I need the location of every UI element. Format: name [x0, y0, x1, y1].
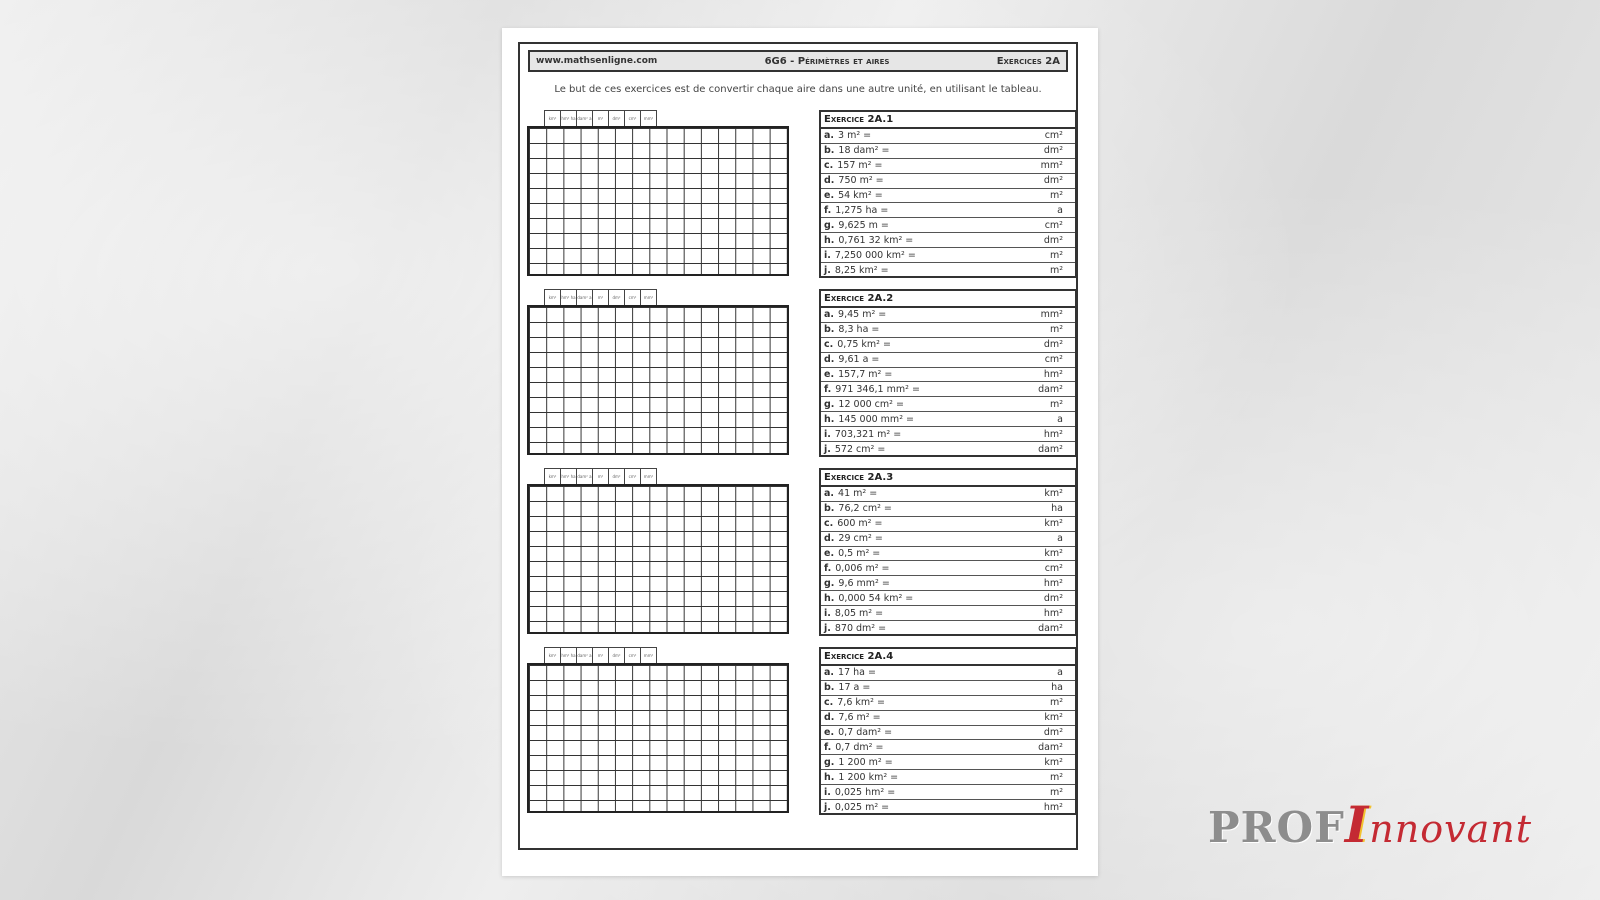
exercise-item-letter: e. — [824, 190, 835, 201]
exercise-item-letter: f. — [824, 741, 832, 753]
exercise-item — [821, 621, 1075, 636]
exercise-item-question — [824, 190, 883, 201]
exercise-item-expression: 8,3 ha = — [838, 324, 880, 336]
unit-header: dm² — [608, 110, 625, 126]
exercise-item-letter: h. — [824, 592, 835, 604]
exercise-item-letter: f. — [824, 204, 832, 216]
exercise-item-unit: dm² — [1043, 592, 1063, 604]
exercise-item-letter: i. — [824, 786, 831, 798]
worksheet-header — [528, 50, 1068, 72]
exercise-item-unit: km² — [1044, 488, 1063, 500]
exercise-item-unit: a — [1057, 204, 1063, 216]
conversion-table — [527, 110, 789, 276]
exercise-item-unit: a — [1057, 533, 1063, 545]
exercise-item-unit: dam² — [1038, 622, 1063, 634]
exercise-title: Exercice 2A.2 — [821, 291, 1075, 308]
exercise-item-letter: d. — [824, 533, 835, 545]
exercise-item-expression: 7,250 000 km² = — [834, 249, 916, 261]
exercise-item — [821, 174, 1075, 189]
conversion-table-header — [544, 468, 789, 484]
exercise-item-expression: 17 ha = — [838, 667, 876, 679]
exercise-item-question — [824, 145, 889, 156]
exercise-item-letter: e. — [824, 369, 835, 380]
exercise-item-question — [824, 265, 889, 276]
exercise-item-expression: 572 cm² = — [834, 443, 886, 455]
logo-nnovant: nnovant — [1369, 807, 1532, 851]
exercise-item — [821, 218, 1075, 233]
conversion-table — [527, 289, 789, 455]
instructions: Le but de ces exercices est de convertir chaque aire dans une autre unité, en utilisant le tableau. — [554, 84, 1042, 95]
exercise-item — [821, 681, 1075, 696]
exercise-item-letter: b. — [824, 324, 835, 336]
exercise-item-question — [824, 802, 889, 813]
exercise-item-unit: m² — [1049, 264, 1063, 276]
exercise-item-question — [824, 384, 920, 395]
exercise-item-expression: 750 m² = — [838, 175, 884, 187]
exercise-item-question — [824, 533, 883, 544]
exercise-item-expression: 0,75 km² = — [837, 339, 891, 351]
exercise-item-letter: g. — [824, 756, 835, 768]
exercise-item-expression: 600 m² = — [837, 518, 883, 530]
exercise-item-letter: b. — [824, 503, 835, 515]
exercise-item-expression: 870 dm² = — [834, 622, 887, 634]
exercise-item — [821, 263, 1075, 278]
exercise-item-expression: 0,5 m² = — [838, 548, 881, 559]
exercise-item — [821, 755, 1075, 770]
exercise-item-question — [824, 205, 888, 216]
unit-header: dm² — [608, 647, 625, 663]
exercise-item-question — [824, 369, 892, 380]
exercise-item-letter: a. — [824, 309, 835, 321]
exercise-item — [821, 382, 1075, 397]
exercise-item-unit: mm² — [1040, 309, 1063, 321]
exercise-item-expression: 0,7 dm² = — [835, 741, 884, 753]
exercise-item-expression: 9,61 a = — [838, 354, 880, 366]
exercise-item — [821, 412, 1075, 427]
exercise-item — [821, 502, 1075, 517]
exercise-item-question — [824, 787, 895, 798]
exercise-item-letter: i. — [824, 607, 831, 619]
exercise-title: Exercice 2A.3 — [821, 470, 1075, 487]
exercise-item — [821, 233, 1075, 248]
exercise-item — [821, 770, 1075, 785]
exercise-item-expression: 7,6 m² = — [838, 712, 881, 724]
exercise-item-expression: 9,6 mm² = — [838, 577, 890, 589]
unit-header: dam² a — [576, 647, 593, 663]
exercise-item-letter: e. — [824, 727, 835, 738]
exercise-item — [821, 576, 1075, 591]
exercise-item-expression: 703,321 m² = — [834, 428, 902, 440]
exercise-item — [821, 696, 1075, 711]
unit-header: cm² — [624, 110, 641, 126]
exercise-item-expression: 0,025 hm² = — [834, 786, 896, 798]
exercise-item — [821, 159, 1075, 174]
exercise-item-unit: m² — [1049, 398, 1063, 410]
unit-header: km² — [544, 110, 561, 126]
exercise-item-question — [824, 697, 885, 708]
exercise-item-question — [824, 608, 883, 619]
worksheet-title: 6G6 - Périmètres et aires — [764, 55, 890, 67]
unit-header: m² — [592, 289, 609, 305]
exercise-item — [821, 606, 1075, 621]
unit-header: dm² — [608, 289, 625, 305]
exercise-title: Exercice 2A.1 — [821, 112, 1075, 129]
unit-header: m² — [592, 647, 609, 663]
exercise-item-letter: f. — [824, 383, 832, 395]
exercise-item-expression: 9,45 m² = — [838, 309, 887, 321]
exercise-item — [821, 785, 1075, 800]
exercise-item-question — [824, 712, 881, 723]
exercise-item — [821, 397, 1075, 412]
unit-header: hm² ha — [560, 468, 577, 484]
exercise-item-expression: 0,761 32 km² = — [838, 234, 914, 246]
exercise-item-expression: 0,7 dam² = — [838, 727, 893, 738]
conversion-table-header — [544, 110, 789, 126]
exercise-item-unit: hm² — [1043, 577, 1063, 589]
unit-header: dam² a — [576, 468, 593, 484]
exercise-item-question — [824, 488, 877, 499]
exercise-item-unit: m² — [1049, 249, 1063, 261]
exercise-item-question — [824, 667, 876, 678]
exercise-item — [821, 323, 1075, 338]
logo-prof: PROF — [1208, 803, 1345, 852]
exercise-item-question — [824, 250, 916, 261]
exercise-item-unit: km² — [1044, 756, 1063, 768]
exercise-item-expression: 18 dam² = — [838, 145, 890, 157]
exercise-item-unit: cm² — [1044, 354, 1063, 366]
exercise-item-letter: a. — [824, 667, 835, 679]
exercise-item-question — [824, 414, 914, 425]
exercise-item — [821, 129, 1075, 144]
exercise-item — [821, 353, 1075, 368]
conversion-table — [527, 468, 789, 634]
profinnovant-logo — [1208, 795, 1532, 854]
exercise-item-unit: cm² — [1044, 562, 1063, 574]
exercise-item-letter: a. — [824, 130, 835, 142]
exercise-item-letter: h. — [824, 771, 835, 783]
unit-header: dam² a — [576, 110, 593, 126]
exercise-item-letter: g. — [824, 398, 835, 410]
exercise-item-expression: 9,625 m = — [838, 219, 889, 231]
exercise-title: Exercice 2A.4 — [821, 649, 1075, 666]
exercise-item — [821, 144, 1075, 159]
unit-header: m² — [592, 110, 609, 126]
exercise-item — [821, 338, 1075, 353]
worksheet-page — [502, 28, 1098, 876]
exercise-item-question — [824, 354, 879, 365]
exercise-item-question — [824, 578, 890, 589]
exercise-item-letter: d. — [824, 354, 835, 366]
exercise-item-letter: d. — [824, 175, 835, 187]
exercise-item-letter: j. — [824, 622, 831, 634]
exercise-item — [821, 203, 1075, 218]
exercise-item-unit: hm² — [1043, 801, 1063, 813]
conversion-table-header — [544, 289, 789, 305]
exercise-item-unit: ha — [1051, 682, 1063, 694]
exercise-item-unit: dm² — [1043, 339, 1063, 351]
exercise-item-question — [824, 309, 886, 320]
unit-header: mm² — [640, 468, 657, 484]
exercise-item-unit: m² — [1049, 324, 1063, 336]
unit-header: mm² — [640, 289, 657, 305]
exercise-item-unit: dam² — [1038, 383, 1063, 395]
exercise-item-letter: f. — [824, 562, 832, 574]
exercise-item-letter: j. — [824, 801, 831, 813]
exercise-item-question — [824, 518, 882, 529]
exercise-item-letter: j. — [824, 443, 831, 455]
site-url: www.mathsenligne.com — [536, 56, 658, 66]
exercise-item-expression: 17 a = — [838, 682, 871, 694]
unit-header: dm² — [608, 468, 625, 484]
exercise-item-expression: 1 200 km² = — [838, 771, 899, 783]
exercise-item-expression: 0,025 m² = — [834, 801, 890, 813]
exercise-item-question — [824, 742, 883, 753]
exercise-item-expression: 3 m² = — [838, 130, 872, 142]
exercise-item-expression: 0,006 m² = — [835, 562, 890, 574]
conversion-table-header — [544, 647, 789, 663]
logo-i: I — [1344, 795, 1370, 854]
exercise-item-unit: a — [1057, 413, 1063, 425]
exercise-item-letter: i. — [824, 428, 831, 440]
unit-header: cm² — [624, 468, 641, 484]
exercise-item-question — [824, 727, 892, 738]
unit-header: km² — [544, 647, 561, 663]
exercise-item-letter: g. — [824, 219, 835, 231]
exercise-item-expression: 157 m² = — [837, 160, 883, 172]
exercise-item-letter: h. — [824, 234, 835, 246]
exercise-item — [821, 740, 1075, 755]
exercise-item-letter: g. — [824, 577, 835, 589]
exercise-set-label: Exercices 2A — [996, 55, 1060, 67]
unit-header: hm² ha — [560, 110, 577, 126]
exercise-item-letter: c. — [824, 160, 834, 172]
exercise-item-expression: 8,25 km² = — [834, 264, 889, 276]
exercise-item — [821, 427, 1075, 442]
unit-header: dam² a — [576, 289, 593, 305]
exercise-item-letter: e. — [824, 548, 835, 559]
exercise-item-unit: dam² — [1038, 443, 1063, 455]
exercise-item-question — [824, 175, 884, 186]
exercise-item — [821, 666, 1075, 681]
exercise-item-letter: b. — [824, 682, 835, 694]
exercise-item-question — [824, 444, 885, 455]
exercise-item — [821, 726, 1075, 741]
exercise-box — [819, 110, 1077, 278]
exercise-item — [821, 248, 1075, 263]
unit-header: km² — [544, 289, 561, 305]
exercise-item-letter: i. — [824, 249, 831, 261]
exercise-item — [821, 591, 1075, 606]
exercise-item-question — [824, 503, 892, 514]
unit-header: cm² — [624, 647, 641, 663]
exercise-box — [819, 289, 1077, 457]
exercise-item-letter: a. — [824, 488, 835, 500]
exercise-item-question — [824, 429, 901, 440]
exercise-item-question — [824, 324, 879, 335]
unit-header: mm² — [640, 110, 657, 126]
worksheet-frame — [518, 42, 1078, 850]
exercise-item-unit: m² — [1049, 771, 1063, 783]
unit-header: km² — [544, 468, 561, 484]
exercise-item-unit: hm² — [1043, 428, 1063, 440]
exercise-box — [819, 468, 1077, 636]
exercise-item-question — [824, 339, 891, 350]
exercise-item-expression: 157,7 m² = — [838, 369, 893, 380]
exercise-item-letter: c. — [824, 697, 834, 709]
exercise-item-unit: cm² — [1044, 219, 1063, 231]
exercise-item-unit: ha — [1051, 503, 1063, 515]
exercise-box — [819, 647, 1077, 815]
conversion-table-cells — [527, 484, 789, 634]
exercise-item-question — [824, 682, 870, 693]
exercise-item-question — [824, 160, 882, 171]
exercise-item-unit: hm² — [1043, 607, 1063, 619]
exercise-item-unit: a — [1057, 667, 1063, 679]
exercise-item-unit: km² — [1044, 548, 1063, 559]
exercise-item-question — [824, 623, 886, 634]
exercise-item-question — [824, 757, 893, 768]
unit-header: cm² — [624, 289, 641, 305]
exercise-item-unit: mm² — [1040, 160, 1063, 172]
unit-header: m² — [592, 468, 609, 484]
exercise-item-unit: hm² — [1043, 369, 1063, 380]
exercise-item — [821, 547, 1075, 562]
exercise-item-question — [824, 220, 889, 231]
exercise-item-letter: c. — [824, 518, 834, 530]
exercise-item-question — [824, 772, 898, 783]
exercise-item-letter: c. — [824, 339, 834, 351]
exercise-item — [821, 711, 1075, 726]
exercise-item-question — [824, 399, 904, 410]
exercise-item-unit: m² — [1049, 786, 1063, 798]
exercise-item-expression: 1,275 ha = — [835, 204, 889, 216]
exercise-item-unit: dam² — [1038, 741, 1063, 753]
exercise-item-letter: b. — [824, 145, 835, 157]
exercise-item-question — [824, 563, 890, 574]
exercise-item-unit: dm² — [1043, 145, 1063, 157]
exercise-item-unit: cm² — [1044, 130, 1063, 142]
conversion-table — [527, 647, 789, 813]
exercise-item — [821, 487, 1075, 502]
exercise-item-expression: 145 000 mm² = — [838, 413, 914, 425]
exercise-item-expression: 12 000 cm² = — [838, 398, 904, 410]
exercise-item-question — [824, 593, 913, 604]
exercise-item — [821, 532, 1075, 547]
exercise-item — [821, 368, 1075, 383]
exercise-item-expression: 7,6 km² = — [837, 697, 885, 709]
unit-header: hm² ha — [560, 647, 577, 663]
conversion-table-cells — [527, 126, 789, 276]
unit-header: hm² ha — [560, 289, 577, 305]
exercise-item-expression: 29 cm² = — [838, 533, 883, 545]
unit-header: mm² — [640, 647, 657, 663]
exercise-item — [821, 800, 1075, 815]
exercise-item-expression: 41 m² = — [838, 488, 878, 500]
exercise-item-expression: 971 346,1 mm² = — [835, 383, 920, 395]
exercise-item-expression: 1 200 m² = — [838, 756, 893, 768]
exercise-item — [821, 517, 1075, 532]
exercise-item-expression: 54 km² = — [838, 190, 883, 201]
conversion-table-cells — [527, 663, 789, 813]
exercise-item — [821, 308, 1075, 323]
exercise-item — [821, 442, 1075, 457]
exercise-item — [821, 189, 1075, 204]
exercise-item-unit: dm² — [1043, 175, 1063, 187]
exercise-item-letter: d. — [824, 712, 835, 724]
exercise-item-unit: km² — [1044, 518, 1063, 530]
exercise-item-question — [824, 130, 871, 141]
exercise-item-question — [824, 548, 880, 559]
conversion-table-cells — [527, 305, 789, 455]
exercise-item-unit: m² — [1049, 190, 1063, 201]
exercise-item-question — [824, 235, 913, 246]
exercise-item-unit: dm² — [1043, 727, 1063, 738]
exercise-item-expression: 8,05 m² = — [834, 607, 884, 619]
exercise-item — [821, 561, 1075, 576]
exercise-item-unit: m² — [1049, 697, 1063, 709]
exercise-item-expression: 76,2 cm² = — [838, 503, 892, 515]
exercise-item-unit: dm² — [1043, 234, 1063, 246]
exercise-item-expression: 0,000 54 km² = — [838, 592, 914, 604]
exercise-item-letter: j. — [824, 264, 831, 276]
exercise-item-letter: h. — [824, 413, 835, 425]
exercise-item-unit: km² — [1044, 712, 1063, 724]
